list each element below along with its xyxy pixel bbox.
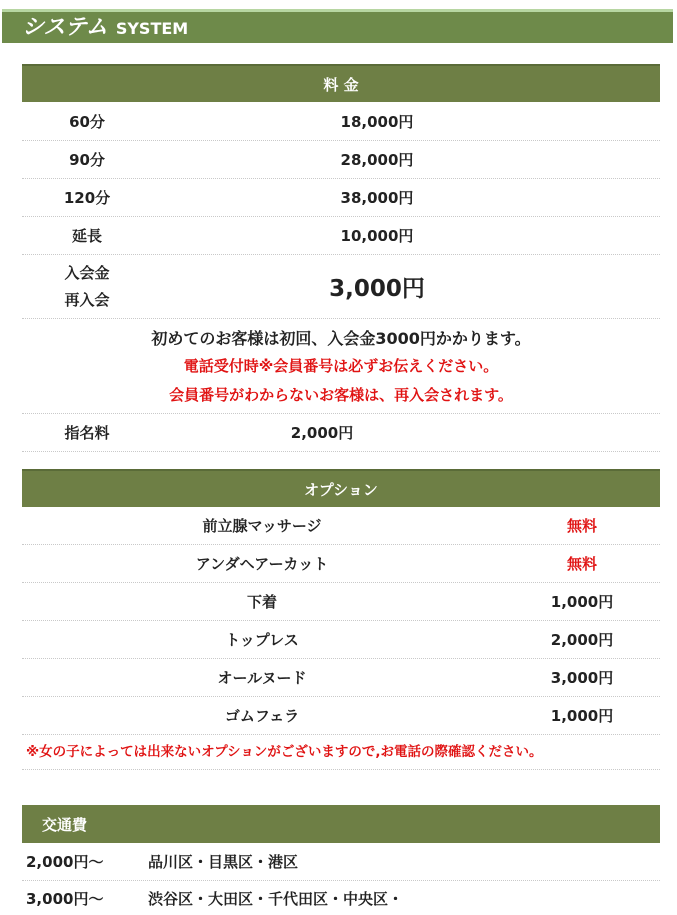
transport-section-header	[22, 805, 660, 843]
transport-price: 2,000円～	[26, 853, 104, 871]
price-row	[22, 217, 660, 255]
price-section-header	[22, 64, 660, 102]
option-label: ゴムフェラ	[224, 707, 300, 725]
membership-fee-row	[22, 255, 660, 319]
option-value: 無料	[566, 517, 597, 535]
option-value: 2,000円	[550, 631, 614, 649]
rejoin-note: 会員番号がわからないお客様は、再入会されます。	[169, 386, 513, 404]
price-row	[22, 141, 660, 179]
option-section-header	[22, 469, 660, 507]
price-row	[22, 179, 660, 217]
header-title-en: SYSTEM	[115, 19, 189, 38]
membership-label-wrap	[22, 260, 152, 314]
option-value: 1,000円	[550, 707, 614, 725]
option-section-title: オプション	[304, 480, 378, 499]
membership-label: 入会金	[64, 264, 110, 282]
option-label: 下着	[246, 593, 277, 611]
option-value: 1,000円	[550, 593, 614, 611]
first-visit-note: 初めてのお客様は初回、入会金3000円かかります。	[151, 329, 531, 348]
transport-areas: 品川区・目黒区・港区	[148, 853, 299, 871]
transport-areas: 渋谷区・大田区・千代田区・中央区・	[148, 889, 404, 908]
member-number-note: 電話受付時※会員番号は必ずお伝えください。	[183, 357, 499, 375]
nomination-value: 2,000円	[290, 424, 354, 442]
transport-section-title: 交通費	[42, 815, 88, 834]
nomination-fee-row	[22, 413, 660, 452]
transport-row	[22, 881, 660, 915]
system-header	[2, 12, 673, 43]
option-label: アンダヘアーカット	[195, 555, 329, 573]
option-label: オールヌード	[217, 669, 307, 687]
transport-row	[22, 843, 660, 881]
price-value: 18,000円	[340, 112, 414, 131]
header-title-jp: システム	[22, 15, 108, 40]
membership-value: 3,000円	[329, 276, 425, 302]
price-label: 120分	[63, 189, 111, 207]
option-label: 前立腺マッサージ	[202, 517, 322, 535]
option-row	[22, 621, 660, 659]
price-value: 10,000円	[340, 227, 414, 245]
price-section-title: 料 金	[323, 75, 359, 94]
price-value: 38,000円	[340, 189, 414, 207]
option-row	[22, 697, 660, 735]
option-availability-notice: ※女の子によっては出来ないオプションがございますので,お電話の際確認ください。	[22, 740, 660, 770]
option-row	[22, 583, 660, 621]
option-label: トップレス	[225, 631, 299, 649]
price-value: 28,000円	[340, 151, 414, 169]
price-label: 延長	[71, 227, 102, 245]
option-value: 無料	[566, 555, 597, 573]
option-row	[22, 545, 660, 583]
option-row	[22, 507, 660, 545]
price-label: 60分	[69, 112, 105, 131]
rejoin-label: 再入会	[64, 291, 110, 309]
transport-price: 3,000円～	[26, 889, 104, 908]
nomination-label: 指名料	[64, 424, 110, 442]
price-row	[22, 102, 660, 141]
option-row	[22, 659, 660, 697]
option-value: 3,000円	[550, 669, 614, 687]
price-label: 90分	[69, 151, 105, 169]
